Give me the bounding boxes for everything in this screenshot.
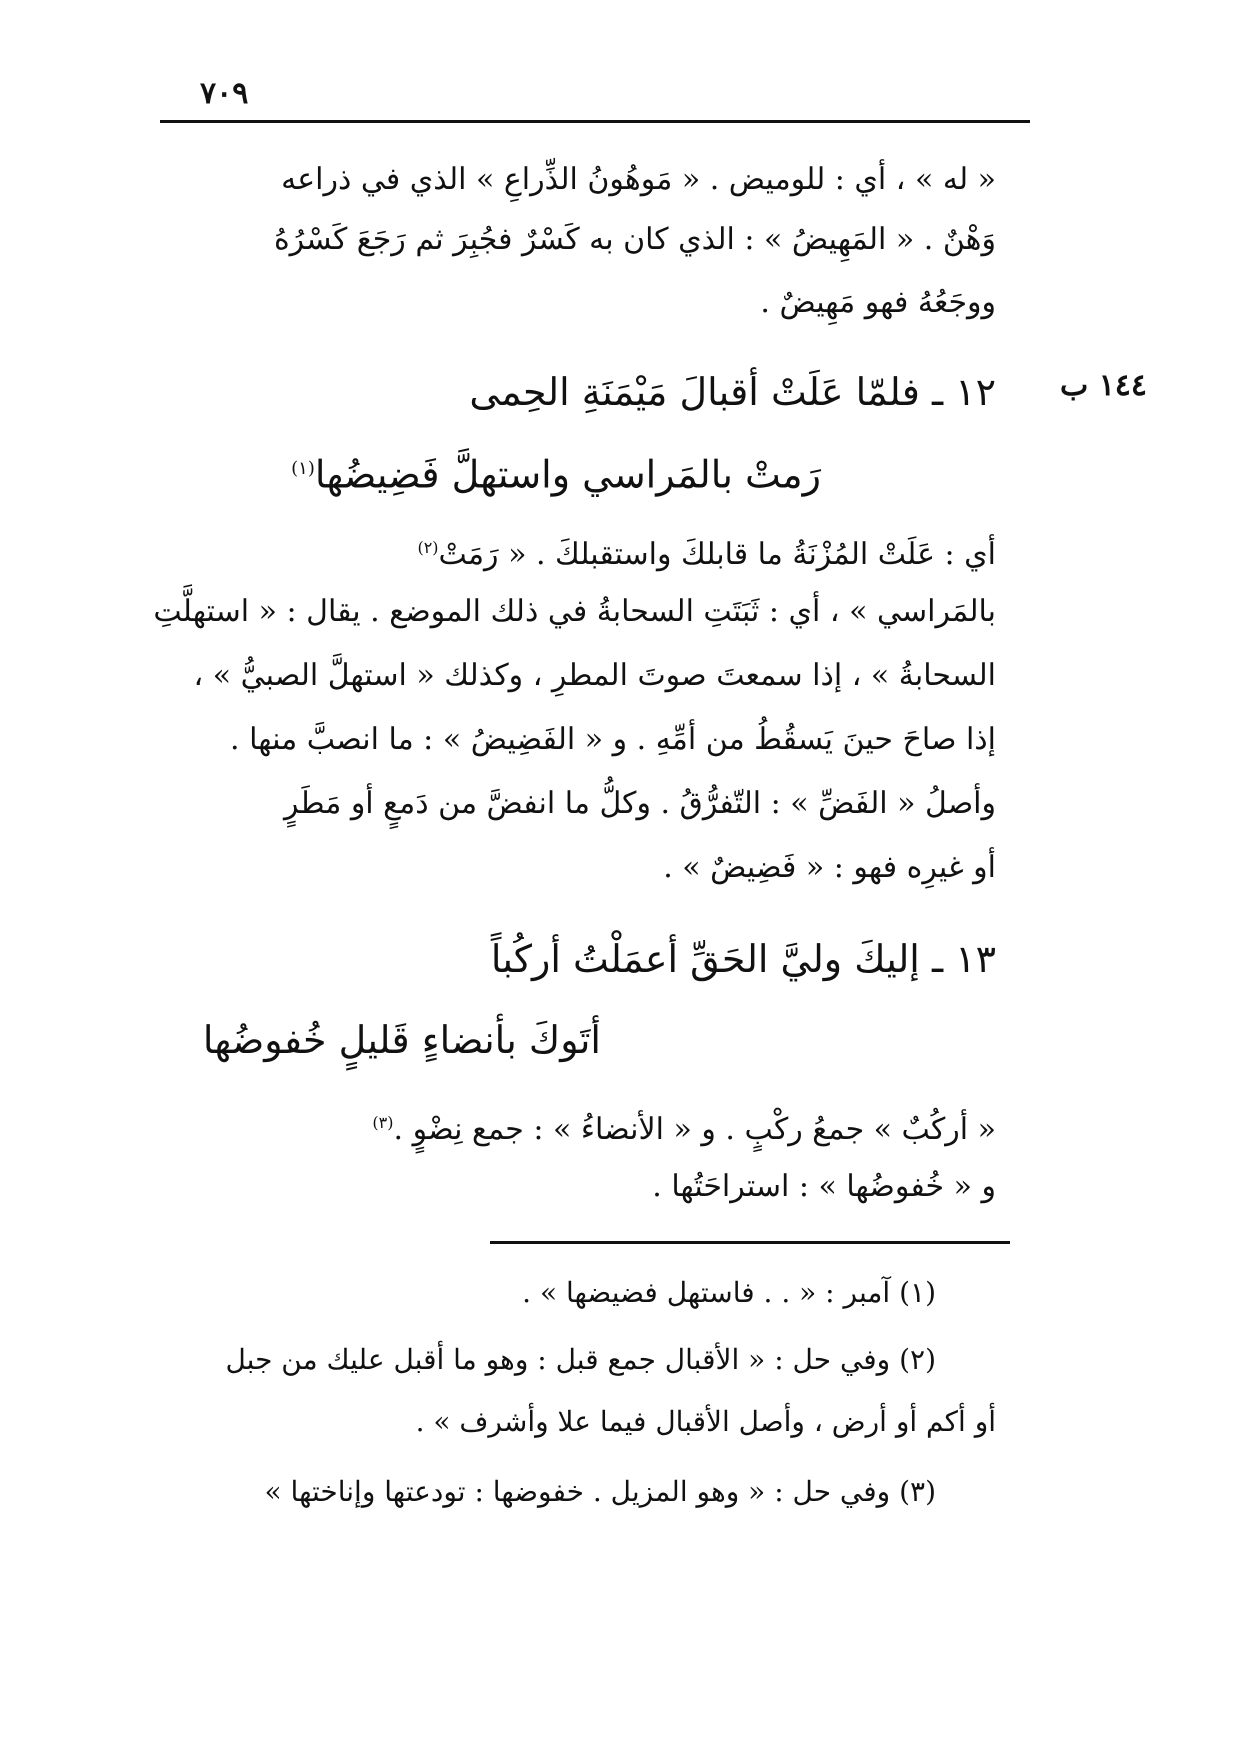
commentary-line: بالمَراسي » ، أي : ثَبَتَتِ السحابةُ في ذلك الموضع . يقال : « استهلَّتِ (153, 594, 996, 629)
footnote-mark: (١) (291, 458, 315, 479)
header-rule (160, 120, 1030, 123)
commentary-text: « أركُبٌ » جمعُ ركْبٍ . و « الأنضاءُ » : جمع نِضْوٍ . (393, 1112, 996, 1147)
footnote-3: (٣) وفي حل : « وهو المزيل . خفوضها : تودعتها وإناختها » (264, 1475, 936, 1508)
verse-12-first-hemistich: ١٢ ـ فلمّا عَلَتْ أقبالَ مَيْمَنَةِ الحِمى (469, 370, 996, 414)
commentary-line: ووجَعُهُ فهو مَهِيضٌ . (760, 285, 996, 320)
footnote-mark: (٣) (372, 1113, 394, 1132)
commentary-line: أو غيرِه فهو : « فَضِيضٌ » . (663, 850, 996, 885)
commentary-line: و « خُفوضُها » : استراحَتُها . (652, 1169, 996, 1204)
footnote-2: (٢) وفي حل : « الأقبال جمع قبل : وهو ما أقبل عليك من جبل (225, 1343, 936, 1376)
footnote-rule (490, 1241, 1010, 1244)
commentary-line: « له » ، أي : للوميض . « مَوهُونُ الذِّراعِ » الذي في ذراعه (281, 162, 996, 197)
footnote-1: (١) آمبر : « . . فاستهل فضيضها » . (522, 1276, 936, 1309)
verse-12-second-hemistich (291, 445, 821, 499)
commentary-line (417, 528, 996, 575)
commentary-text: أي : عَلَتْ المُزْنَةُ ما قابلكَ واستقبلكَ . « رَمَتْ (438, 537, 996, 572)
verse-13-first-hemistich: ١٣ ـ إليكَ وليَّ الحَقِّ أعمَلْتُ أركُباً (490, 937, 996, 981)
verse-13-second-hemistich: أتَوكَ بأنضاءٍ قَليلٍ خُفوضُها (202, 1018, 601, 1062)
manuscript-folio-note: ١٤٤ ب (1060, 368, 1148, 403)
commentary-line: السحابةُ » ، إذا سمعتَ صوتَ المطرِ ، وكذلك « استهلَّ الصبيُّ » ، (193, 658, 996, 693)
verse-text: رَمتْ بالمَراسي واستهلَّ فَضِيضُها (314, 452, 821, 497)
commentary-line: وأصلُ « الفَضِّ » : التّفرُّقُ . وكلُّ ما انفضَّ من دَمعٍ أو مَطَرٍ (284, 786, 996, 821)
footnote-2-continued: أو أكم أو أرض ، وأصل الأقبال فيما علا وأشرف » . (415, 1405, 996, 1438)
page-number: ٧٠٩ (200, 76, 249, 111)
commentary-line: إذا صاحَ حينَ يَسقُطُ من أمِّهِ . و « الفَضِيضُ » : ما انصبَّ منها . (230, 722, 996, 757)
footnote-mark: (٢) (417, 538, 439, 557)
commentary-line: وَهْنٌ . « المَهِيضُ » : الذي كان به كَسْرٌ فجُبِرَ ثم رَجَعَ كَسْرُهُ (273, 222, 996, 257)
commentary-line (372, 1103, 996, 1150)
